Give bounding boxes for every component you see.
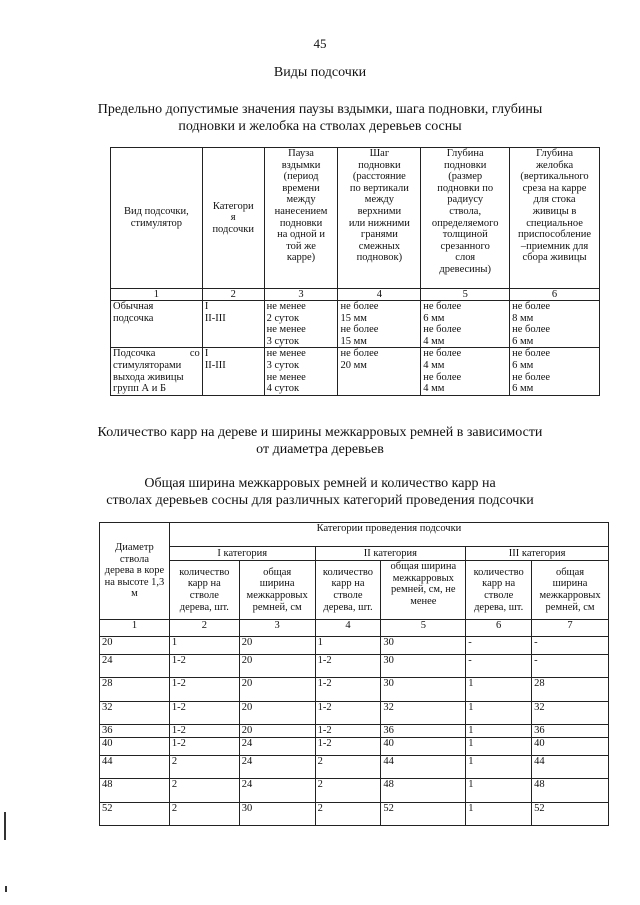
cell-width-cat1: 20 — [239, 702, 315, 725]
table-row — [100, 755, 609, 778]
cell-diameter: 36 — [100, 725, 170, 738]
column-number: 3 — [239, 620, 315, 637]
cell-count-cat1: 1-2 — [169, 655, 239, 678]
cell-count-cat1: 1-2 — [169, 702, 239, 725]
cell-count-cat1: 1 — [169, 637, 239, 655]
cell-count-cat1: 1-2 — [169, 737, 239, 755]
cell-width-cat2: 40 — [381, 737, 466, 755]
table-row — [100, 637, 609, 655]
header-type: Вид подсочки, стимулятор — [111, 148, 203, 289]
cell-count-cat1: 1-2 — [169, 678, 239, 702]
cell-count-cat3: 1 — [466, 737, 532, 755]
cell-width-cat3: - — [532, 655, 609, 678]
column-number: 1 — [111, 289, 203, 301]
cell-count-cat2: 1-2 — [315, 737, 381, 755]
header-category-3: III категория — [466, 547, 609, 561]
cell-width-cat3: 44 — [532, 755, 609, 778]
header-pause: Пауза вздымки (период времени между нанесением подновки на одной и той же карре) — [264, 148, 338, 289]
row-groove-cell: не более 8 мм не более 6 мм — [510, 301, 600, 348]
cell-width-cat2: 30 — [381, 655, 466, 678]
scan-mark — [4, 812, 6, 840]
header-width-1: общая ширина межкарровых ремней, см — [239, 561, 315, 620]
header-category-2: II категория — [315, 547, 466, 561]
column-number: 2 — [169, 620, 239, 637]
row-groove-cell: не более 6 мм не более 6 мм — [510, 348, 600, 395]
table2-column-numbers — [100, 620, 609, 637]
cell-diameter: 32 — [100, 702, 170, 725]
cell-count-cat2: 1-2 — [315, 655, 381, 678]
table2-body — [100, 637, 609, 826]
cell-width-cat3: 48 — [532, 778, 609, 802]
row-category-cell: I II-III — [202, 348, 264, 395]
table-row — [100, 737, 609, 755]
header-width-2: общая ширина межкарровых ремней, см, не менее — [381, 561, 466, 620]
cell-count-cat1: 2 — [169, 802, 239, 825]
cell-width-cat1: 20 — [239, 637, 315, 655]
column-number: 1 — [100, 620, 170, 637]
cell-count-cat2: 1 — [315, 637, 381, 655]
table1-title-line: Предельно допустимые значения паузы вздымки, шага подновки, глубины — [97, 102, 543, 117]
table-row — [100, 725, 609, 738]
cell-width-cat2: 32 — [381, 702, 466, 725]
table1-header-row — [111, 148, 600, 289]
cell-count-cat3: - — [466, 637, 532, 655]
header-groove: Глубина желобка (вертикального среза на карре для стока живицы в специальное приспособление –приемник для сбора живицы — [510, 148, 600, 289]
cell-count-cat1: 2 — [169, 778, 239, 802]
column-number: 4 — [338, 289, 421, 301]
table2-title — [0, 475, 640, 509]
cell-count-cat2: 1-2 — [315, 678, 381, 702]
cell-width-cat1: 24 — [239, 737, 315, 755]
cell-width-cat1: 24 — [239, 778, 315, 802]
column-number: 7 — [532, 620, 609, 637]
cell-diameter: 44 — [100, 755, 170, 778]
header-category: Категори я подсочки — [202, 148, 264, 289]
column-number: 5 — [421, 289, 510, 301]
cell-diameter: 28 — [100, 678, 170, 702]
cell-width-cat2: 36 — [381, 725, 466, 738]
cell-width-cat3: 36 — [532, 725, 609, 738]
header-categories-group: Категории проведения подсочки — [169, 523, 608, 547]
table2-title-line: Общая ширина межкарровых ремней и количество карр на — [144, 476, 496, 491]
cell-width-cat3: - — [532, 637, 609, 655]
header-count-2: количество карр на стволе дерева, шт. — [315, 561, 381, 620]
column-number: 6 — [466, 620, 532, 637]
cell-width-cat3: 32 — [532, 702, 609, 725]
table1-column-numbers — [111, 289, 600, 301]
cell-count-cat2: 1-2 — [315, 725, 381, 738]
header-depth: Глубина подновки (размер подновки по радиусу ствола, определяемого толщиной срезанного слоя древесины) — [421, 148, 510, 289]
cell-count-cat2: 2 — [315, 755, 381, 778]
row-depth-cell: не более 6 мм не более 4 мм — [421, 301, 510, 348]
cell-diameter: 48 — [100, 778, 170, 802]
header-width-3: общая ширина межкарровых ремней, см — [532, 561, 609, 620]
header-category-1: I категория — [169, 547, 315, 561]
table-row — [111, 348, 600, 395]
row-category-cell: I II-III — [202, 301, 264, 348]
column-number: 2 — [202, 289, 264, 301]
scan-mark — [5, 886, 7, 892]
cell-width-cat2: 44 — [381, 755, 466, 778]
table1-title-line: подновки и желобка на стволах деревьев сосны — [178, 119, 462, 134]
table-row — [100, 778, 609, 802]
table-row — [100, 702, 609, 725]
table-row — [100, 655, 609, 678]
pause-step-depth-table — [110, 147, 600, 396]
cell-count-cat1: 1-2 — [169, 725, 239, 738]
column-number: 4 — [315, 620, 381, 637]
table-row — [100, 802, 609, 825]
cell-width-cat1: 20 — [239, 678, 315, 702]
cell-width-cat1: 20 — [239, 725, 315, 738]
header-step: Шаг подновки (расстояние по вертикали между верхними или нижними гранями смежных подновок) — [338, 148, 421, 289]
column-number: 5 — [381, 620, 466, 637]
cell-diameter: 24 — [100, 655, 170, 678]
cell-count-cat2: 1-2 — [315, 702, 381, 725]
table2-group-header-row — [100, 523, 609, 547]
cell-diameter: 52 — [100, 802, 170, 825]
cell-count-cat3: 1 — [466, 755, 532, 778]
table1-title — [0, 101, 640, 135]
cell-count-cat3: - — [466, 655, 532, 678]
row-type-cell: Подсочка со стимуляторами выхода живицы групп А и Б — [111, 348, 203, 395]
table2-category-row — [100, 547, 609, 561]
table-row — [100, 678, 609, 702]
table-row — [111, 301, 600, 348]
section2-title-line: от диаметра деревьев — [256, 442, 384, 457]
row-step-cell: не более 15 мм не более 15 мм — [338, 301, 421, 348]
page-number: 45 — [313, 36, 327, 51]
cell-width-cat1: 24 — [239, 755, 315, 778]
cell-width-cat2: 30 — [381, 637, 466, 655]
cell-count-cat3: 1 — [466, 678, 532, 702]
cell-count-cat2: 2 — [315, 778, 381, 802]
cell-width-cat3: 40 — [532, 737, 609, 755]
cell-width-cat3: 28 — [532, 678, 609, 702]
cell-width-cat2: 30 — [381, 678, 466, 702]
cell-width-cat1: 30 — [239, 802, 315, 825]
header-count-1: количество карр на стволе дерева, шт. — [169, 561, 239, 620]
header-diameter: Диаметр ствола дерева в коре на высоте 1,3 м — [100, 523, 170, 620]
cell-diameter: 20 — [100, 637, 170, 655]
cell-width-cat3: 52 — [532, 802, 609, 825]
row-step-cell: не более 20 мм — [338, 348, 421, 395]
section2-title-line: Количество карр на дереве и ширины межкарровых ремней в зависимости — [97, 425, 543, 440]
table2-subheader-row — [100, 561, 609, 620]
section2-title — [0, 424, 640, 458]
cell-width-cat2: 48 — [381, 778, 466, 802]
row-type-cell: Обычная подсочка — [111, 301, 203, 348]
row-pause-cell: не менее 3 суток не менее 4 суток — [264, 348, 338, 395]
header-count-3: количество карр на стволе дерева, шт. — [466, 561, 532, 620]
cell-width-cat2: 52 — [381, 802, 466, 825]
row-pause-cell: не менее 2 суток не менее 3 суток — [264, 301, 338, 348]
cell-count-cat3: 1 — [466, 725, 532, 738]
column-number: 3 — [264, 289, 338, 301]
cell-count-cat3: 1 — [466, 702, 532, 725]
cell-count-cat3: 1 — [466, 778, 532, 802]
cell-diameter: 40 — [100, 737, 170, 755]
cell-count-cat2: 2 — [315, 802, 381, 825]
row-depth-cell: не более 4 мм не более 4 мм — [421, 348, 510, 395]
section-title: Виды подсочки — [273, 65, 367, 80]
column-number: 6 — [510, 289, 600, 301]
cell-width-cat1: 20 — [239, 655, 315, 678]
table2-title-line: стволах деревьев сосны для различных категорий проведения подсочки — [106, 493, 534, 508]
cell-count-cat3: 1 — [466, 802, 532, 825]
karr-count-width-table — [99, 522, 609, 826]
cell-count-cat1: 2 — [169, 755, 239, 778]
